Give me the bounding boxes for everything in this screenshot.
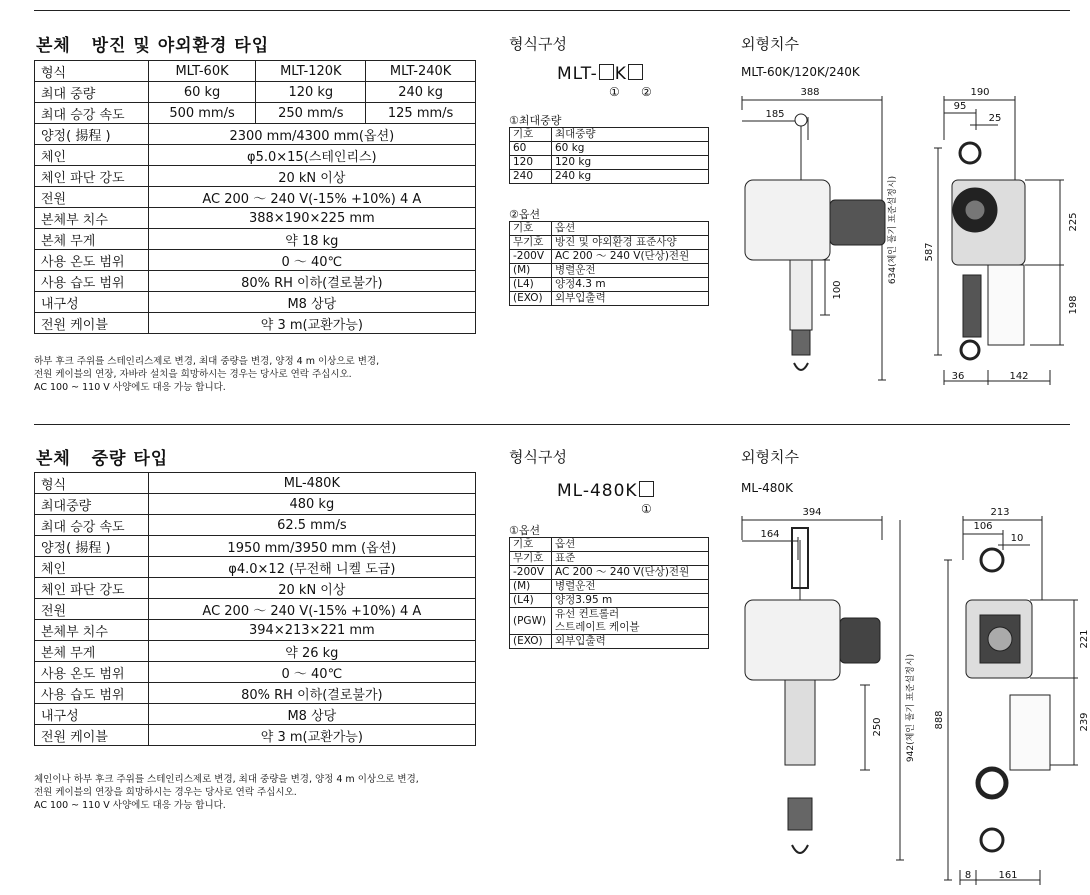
- dim-106: 106: [973, 521, 993, 532]
- cell-value: 388×190×225 mm: [148, 208, 475, 229]
- option-row: [510, 156, 709, 170]
- option-row: [510, 264, 709, 278]
- row-label: 체인 파단 강도: [35, 166, 149, 187]
- table-row: [35, 557, 476, 578]
- row-label: 최대중량: [35, 494, 149, 515]
- option-code: 60: [510, 142, 552, 156]
- top-section-title: 본체 방진 및 야외환경 타입: [36, 36, 270, 56]
- option-code: (EXO): [510, 635, 552, 649]
- top-note-line: AC 100 ~ 110 V 사양에도 대응 가능 합니다.: [34, 382, 226, 393]
- option-row: [510, 594, 709, 608]
- top-config-title: 형식구성: [509, 35, 567, 53]
- cell-value: AC 200 ～ 240 V(-15% +10%) 4 A: [148, 187, 475, 208]
- table-row: [35, 187, 476, 208]
- option-desc: 병렬운전: [552, 580, 709, 594]
- table-row: [35, 271, 476, 292]
- dim-142: 142: [1009, 371, 1029, 382]
- option-row: [510, 222, 709, 236]
- dim-394: 394: [802, 507, 822, 518]
- table-row: [35, 620, 476, 641]
- option-desc: 60 kg: [552, 142, 709, 156]
- option-desc: 유선 컨트롤러 스트레이트 케이블: [552, 608, 709, 635]
- cell-value: 60 kg: [148, 82, 256, 103]
- top-opt2-title: ②옵션: [509, 208, 541, 221]
- table-row: [35, 124, 476, 145]
- table-row: [35, 473, 476, 494]
- dim-10: 10: [1010, 533, 1024, 544]
- option-desc: 옵션: [552, 538, 709, 552]
- cell-value: 120 kg: [256, 82, 366, 103]
- option-code: 기호: [510, 128, 552, 142]
- option-code: 120: [510, 156, 552, 170]
- row-label: 전원 케이블: [35, 725, 149, 746]
- dim-250: 250: [872, 717, 883, 737]
- bottom-spec-table: [34, 472, 476, 746]
- option-desc: AC 200 ～ 240 V(단상)전원: [552, 250, 709, 264]
- row-label: 양정( 揚程 ): [35, 124, 149, 145]
- top-model-code: [557, 64, 644, 84]
- row-label: 사용 습도 범위: [35, 271, 149, 292]
- dim-634: 634(체인 풀기 표준설정시): [888, 175, 898, 285]
- option-code: (M): [510, 264, 552, 278]
- row-label: 형식: [35, 473, 149, 494]
- option-row: [510, 142, 709, 156]
- code-prefix: MLT-: [557, 64, 598, 84]
- option-code: -200V: [510, 250, 552, 264]
- top-note-line: 하부 후크 주위를 스테인리스제로 변경, 최대 중량을 변경, 양정 4 m 이상으로 변경,: [34, 356, 380, 367]
- dim-888: 888: [934, 710, 945, 730]
- column-header: MLT-120K: [256, 61, 366, 82]
- top-spec-table: [34, 60, 476, 334]
- cell-value: 2300 mm/4300 mm(옵션): [148, 124, 475, 145]
- dim-239: 239: [1079, 712, 1090, 732]
- dim-942: 942(체인 풀기 표준설정시): [906, 653, 916, 763]
- row-label: 체인: [35, 557, 149, 578]
- cell-value: 0 ～ 40℃: [148, 250, 475, 271]
- option-row: [510, 278, 709, 292]
- code-box: [628, 64, 643, 80]
- cell-value: 20 kN 이상: [148, 578, 475, 599]
- row-label: 본체부 치수: [35, 208, 149, 229]
- cell-value: 80% RH 이하(결로불가): [148, 271, 475, 292]
- row-label: 내구성: [35, 704, 149, 725]
- cell-value: 약 26 kg: [148, 641, 475, 662]
- bottom-dim-model: ML-480K: [741, 481, 793, 495]
- option-desc: 240 kg: [552, 170, 709, 184]
- code-num: ①: [609, 85, 620, 99]
- dim-587: 587: [924, 242, 935, 262]
- option-code: (PGW): [510, 608, 552, 635]
- top-opt1-table: [509, 127, 709, 184]
- bottom-dim-title: 외형치수: [741, 448, 799, 466]
- option-desc: 양정4.3 m: [552, 278, 709, 292]
- option-row: [510, 566, 709, 580]
- top-divider: [34, 10, 1070, 11]
- row-label: 체인: [35, 145, 149, 166]
- bottom-config-title: 형식구성: [509, 448, 567, 466]
- cell-value: 62.5 mm/s: [148, 515, 475, 536]
- option-desc: 표준: [552, 552, 709, 566]
- table-row: [35, 536, 476, 557]
- table-row: [35, 229, 476, 250]
- table-row: [35, 725, 476, 746]
- cell-value: φ4.0×12 (무전해 니켈 도금): [148, 557, 475, 578]
- bottom-section-title: 본체 중량 타입: [36, 449, 169, 469]
- code-num: ②: [641, 85, 652, 99]
- dim-100: 100: [832, 280, 843, 300]
- table-row: [35, 683, 476, 704]
- dim-161: 161: [998, 870, 1018, 881]
- option-row: [510, 292, 709, 306]
- option-row: [510, 250, 709, 264]
- top-note-line: 전원 케이블의 연장, 자바라 설치을 희망하시는 경우는 당사로 연락 주십시오.: [34, 369, 352, 380]
- table-row: [35, 292, 476, 313]
- dim-95: 95: [953, 101, 967, 112]
- bottom-note-line: 체인이나 하부 후크 주위를 스테인리스제로 변경, 최대 중량을 변경, 양정 4 m 이상으로 변경,: [34, 774, 419, 785]
- row-label: 내구성: [35, 292, 149, 313]
- option-row: [510, 608, 709, 635]
- option-row: [510, 635, 709, 649]
- bottom-note-line: AC 100 ~ 110 V 사양에도 대응 가능 합니다.: [34, 800, 226, 811]
- cell-value: 240 kg: [366, 82, 476, 103]
- cell-value: 약 3 m(교환가능): [148, 725, 475, 746]
- row-label: 본체 무게: [35, 229, 149, 250]
- option-desc: 옵션: [552, 222, 709, 236]
- row-label: 형식: [35, 61, 149, 82]
- column-header: MLT-240K: [366, 61, 476, 82]
- cell-value: 80% RH 이하(결로불가): [148, 683, 475, 704]
- option-code: (L4): [510, 594, 552, 608]
- cell-value: AC 200 ～ 240 V(-15% +10%) 4 A: [148, 599, 475, 620]
- option-desc: 외부입출력: [552, 292, 709, 306]
- cell-value: 394×213×221 mm: [148, 620, 475, 641]
- cell-value: 500 mm/s: [148, 103, 256, 124]
- option-code: (L4): [510, 278, 552, 292]
- row-label: 본체 무게: [35, 641, 149, 662]
- table-row: [35, 166, 476, 187]
- option-desc: 방진 및 야외환경 표준사양: [552, 236, 709, 250]
- cell-value: M8 상당: [148, 704, 475, 725]
- option-row: [510, 580, 709, 594]
- cell-value: M8 상당: [148, 292, 475, 313]
- dim-8: 8: [964, 870, 972, 881]
- row-label: 전원 케이블: [35, 313, 149, 334]
- cell-value: 0 ～ 40℃: [148, 662, 475, 683]
- option-code: (EXO): [510, 292, 552, 306]
- option-code: 무기호: [510, 552, 552, 566]
- table-row: [35, 313, 476, 334]
- dim-36: 36: [951, 371, 965, 382]
- table-row: [35, 704, 476, 725]
- option-desc: 120 kg: [552, 156, 709, 170]
- bottom-divider: [34, 424, 1070, 425]
- cell-value: ML-480K: [148, 473, 475, 494]
- table-row: [35, 662, 476, 683]
- option-code: 240: [510, 170, 552, 184]
- dim-164: 164: [760, 529, 780, 540]
- option-desc: AC 200 ～ 240 V(단상)전원: [552, 566, 709, 580]
- option-row: [510, 538, 709, 552]
- option-desc: 외부입출력: [552, 635, 709, 649]
- table-row: [35, 494, 476, 515]
- code-num: ①: [641, 502, 652, 516]
- cell-value: φ5.0×15(스테인리스): [148, 145, 475, 166]
- cell-value: 약 18 kg: [148, 229, 475, 250]
- dim-225: 225: [1068, 212, 1079, 232]
- row-label: 전원: [35, 599, 149, 620]
- dim-25: 25: [988, 113, 1002, 124]
- row-label: 양정( 揚程 ): [35, 536, 149, 557]
- table-row: [35, 641, 476, 662]
- row-label: 사용 온도 범위: [35, 662, 149, 683]
- code-box: [599, 64, 614, 80]
- top-notes: [34, 355, 379, 394]
- option-code: 기호: [510, 222, 552, 236]
- top-dim-model: MLT-60K/120K/240K: [741, 65, 860, 79]
- row-label: 본체부 치수: [35, 620, 149, 641]
- code-box: [639, 481, 654, 497]
- option-row: [510, 170, 709, 184]
- table-row: [35, 82, 476, 103]
- cell-value: 약 3 m(교환가능): [148, 313, 475, 334]
- option-code: 기호: [510, 538, 552, 552]
- cell-value: 480 kg: [148, 494, 475, 515]
- table-row: [35, 599, 476, 620]
- table-row: [35, 208, 476, 229]
- bottom-model-code: [557, 481, 655, 501]
- dim-388: 388: [800, 87, 820, 98]
- top-opt2-table: [509, 221, 709, 306]
- row-label: 전원: [35, 187, 149, 208]
- code-mid: K: [614, 64, 627, 84]
- row-label: 최대 승강 속도: [35, 515, 149, 536]
- option-desc: 최대중량: [552, 128, 709, 142]
- top-dim-title: 외형치수: [741, 35, 799, 53]
- option-desc: 양정3.95 m: [552, 594, 709, 608]
- row-label: 사용 온도 범위: [35, 250, 149, 271]
- table-row: [35, 250, 476, 271]
- option-code: -200V: [510, 566, 552, 580]
- dim-185: 185: [765, 109, 785, 120]
- column-header: MLT-60K: [148, 61, 256, 82]
- option-row: [510, 236, 709, 250]
- cell-value: 1950 mm/3950 mm (옵션): [148, 536, 475, 557]
- option-row: [510, 552, 709, 566]
- top-hoist-drawing: [730, 80, 1090, 395]
- table-row: [35, 578, 476, 599]
- option-code: (M): [510, 580, 552, 594]
- bottom-opt-table: [509, 537, 709, 649]
- row-label: 최대 중량: [35, 82, 149, 103]
- bottom-hoist-drawing: [730, 500, 1090, 892]
- table-row: [35, 103, 476, 124]
- bottom-note-line: 전원 케이블의 연장을 희망하시는 경우는 당사로 연락 주십시오.: [34, 787, 297, 798]
- option-row: [510, 128, 709, 142]
- option-desc: 병렬운전: [552, 264, 709, 278]
- table-row: [35, 515, 476, 536]
- bottom-notes: [34, 773, 419, 812]
- cell-value: 20 kN 이상: [148, 166, 475, 187]
- row-label: 체인 파단 강도: [35, 578, 149, 599]
- cell-value: 250 mm/s: [256, 103, 366, 124]
- row-label: 최대 승강 속도: [35, 103, 149, 124]
- top-opt1-title: ①최대중량: [509, 114, 562, 127]
- option-code: 무기호: [510, 236, 552, 250]
- bottom-opt-title: ①옵션: [509, 524, 541, 537]
- table-row: [35, 145, 476, 166]
- cell-value: 125 mm/s: [366, 103, 476, 124]
- row-label: 사용 습도 범위: [35, 683, 149, 704]
- dim-221: 221: [1079, 629, 1090, 649]
- table-row: [35, 61, 476, 82]
- dim-198: 198: [1068, 295, 1079, 315]
- dim-190: 190: [970, 87, 990, 98]
- code-prefix: ML-480K: [557, 481, 638, 501]
- dim-213: 213: [990, 507, 1010, 518]
